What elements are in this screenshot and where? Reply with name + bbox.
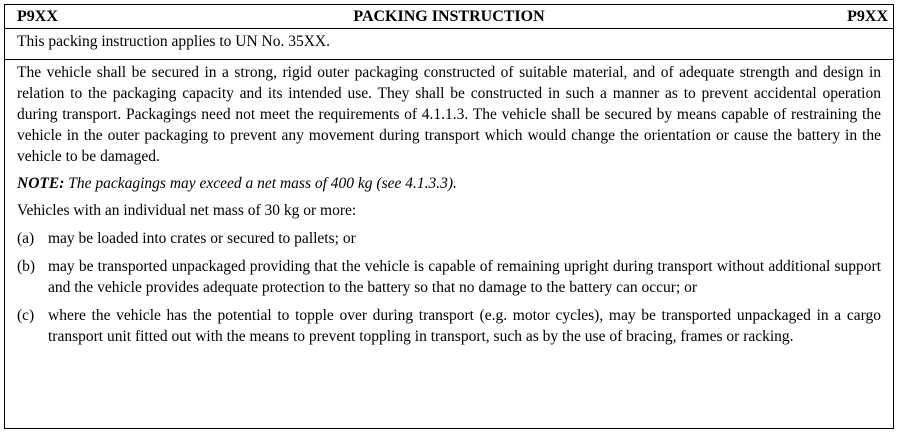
body-cell bbox=[5, 60, 893, 347]
main-paragraph: The vehicle shall be secured in a strong, rigid outer packaging constructed of suitable material, and of adequate strength and design in relation to the packaging capacity and its intended use. They shall be constructed in such a manner as to prevent accidental operation during transport. Packagings need not meet the requirements of 4.1.1.3. The vehicle shall be secured by means capable of restraining the vehicle in the outer packaging to prevent any movement during transport which would change the orientation or cause the battery in the vehicle to be damaged. bbox=[17, 64, 881, 165]
list-item-text: where the vehicle has the potential to topple over during transport (e.g. motor cycles), may be transported unpackaged in a cargo transport unit fitted out with the means to prevent toppling in transport, such as by the use of bracing, frames or racking. bbox=[48, 307, 881, 345]
table-title: PACKING INSTRUCTION bbox=[353, 8, 545, 25]
instruction-code-right: P9XX bbox=[847, 8, 888, 25]
packing-instruction-table bbox=[4, 4, 894, 429]
list-item-mark: (b) bbox=[17, 258, 36, 275]
note bbox=[17, 173, 881, 194]
note-text: The packagings may exceed a net mass of 400 kg (see 4.1.3.3). bbox=[64, 175, 457, 192]
header-row bbox=[5, 5, 893, 29]
instruction-code-left: P9XX bbox=[17, 8, 58, 25]
list-item bbox=[17, 256, 881, 298]
list-item-text: may be loaded into crates or secured to pallets; or bbox=[48, 230, 356, 247]
list-item-mark: (c) bbox=[17, 307, 35, 324]
applies-row: This packing instruction applies to UN No. 35XX. bbox=[5, 29, 893, 60]
list-item bbox=[17, 228, 881, 249]
vehicles-intro: Vehicles with an individual net mass of 30 kg or more: bbox=[17, 202, 357, 219]
list-item-mark: (a) bbox=[17, 230, 35, 247]
list-item bbox=[17, 305, 881, 347]
list-item-text: may be transported unpackaged providing that the vehicle is capable of remaining upright during transport without additional support and the vehicle provides adequate protection to the battery so that no damage to the battery can occur; or bbox=[48, 258, 881, 296]
note-label: NOTE: bbox=[17, 175, 65, 192]
